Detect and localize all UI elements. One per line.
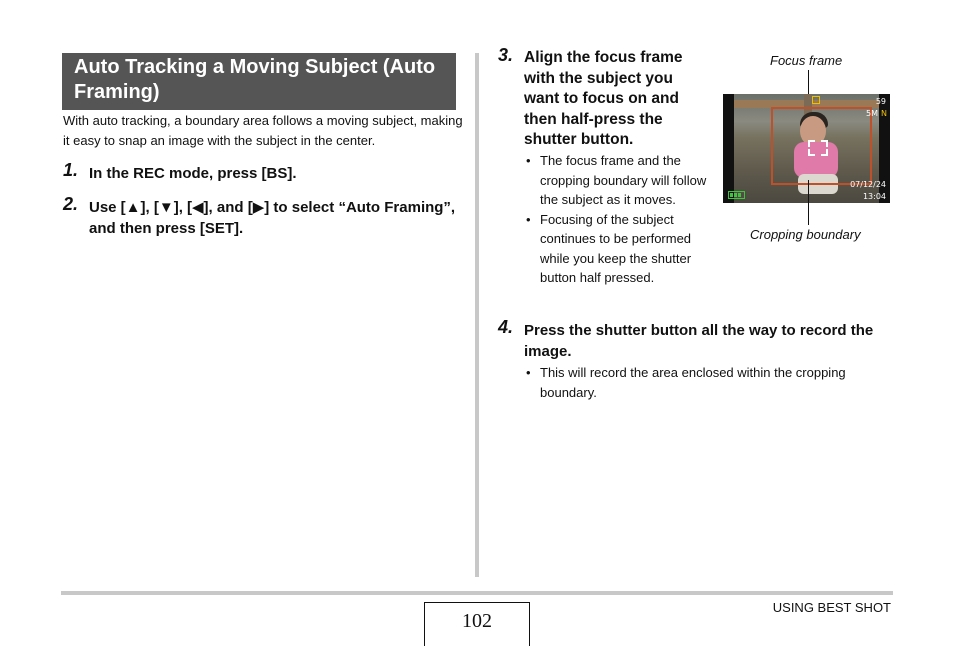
step-number: 1. <box>63 160 79 180</box>
cropping-boundary-caption: Cropping boundary <box>750 227 861 242</box>
footer-rule <box>61 591 893 595</box>
step-4 <box>498 317 893 362</box>
step-number: 2. <box>63 194 79 214</box>
step-4-notes <box>524 363 884 402</box>
cropping-callout-line <box>808 180 809 225</box>
focus-frame-caption: Focus frame <box>770 53 843 68</box>
step-number: 3. <box>498 45 514 65</box>
step-instruction: Align the focus frame with the subject you want to focus on and then half-press the shutter button. <box>524 49 683 148</box>
step-3 <box>498 45 708 151</box>
battery-icon <box>728 191 745 199</box>
footer-section-label: USING BEST SHOT <box>772 600 891 615</box>
step-2 <box>63 194 463 239</box>
step-instruction: Press the shutter button all the way to record the image. <box>524 322 874 360</box>
page-number: 102 <box>424 602 530 646</box>
step-1 <box>63 160 463 184</box>
step-instruction: Use [▲], [▼], [◀], and [▶] to select “Auto Framing”, and then press [SET]. <box>89 199 456 237</box>
camera-screen-image <box>723 94 890 203</box>
focus-frame <box>808 140 828 156</box>
time-display: 13:04 <box>862 192 886 201</box>
list-item: • The focus frame and the cropping boundary will follow the subject as it moves. <box>526 153 707 207</box>
column-divider <box>475 53 479 577</box>
shots-remaining: 59 <box>875 97 886 106</box>
step-number: 4. <box>498 317 514 337</box>
step-instruction: In the REC mode, press [BS]. <box>89 165 297 182</box>
section-title: Auto Tracking a Moving Subject (Auto Framing) <box>62 53 456 110</box>
step-3-notes <box>524 151 709 288</box>
list-item: • Focusing of the subject continues to be performed while you keep the shutter button half pressed. <box>526 211 692 285</box>
image-quality: N <box>881 109 887 118</box>
tracking-icon <box>812 96 820 104</box>
intro-paragraph: With auto tracking, a boundary area follows a moving subject, making it easy to snap an image with the subject in the center. <box>63 113 463 148</box>
image-size: 5M <box>866 109 878 118</box>
date-display: 07/12/24 <box>850 180 886 189</box>
list-item: • This will record the area enclosed within the cropping boundary. <box>526 365 846 400</box>
